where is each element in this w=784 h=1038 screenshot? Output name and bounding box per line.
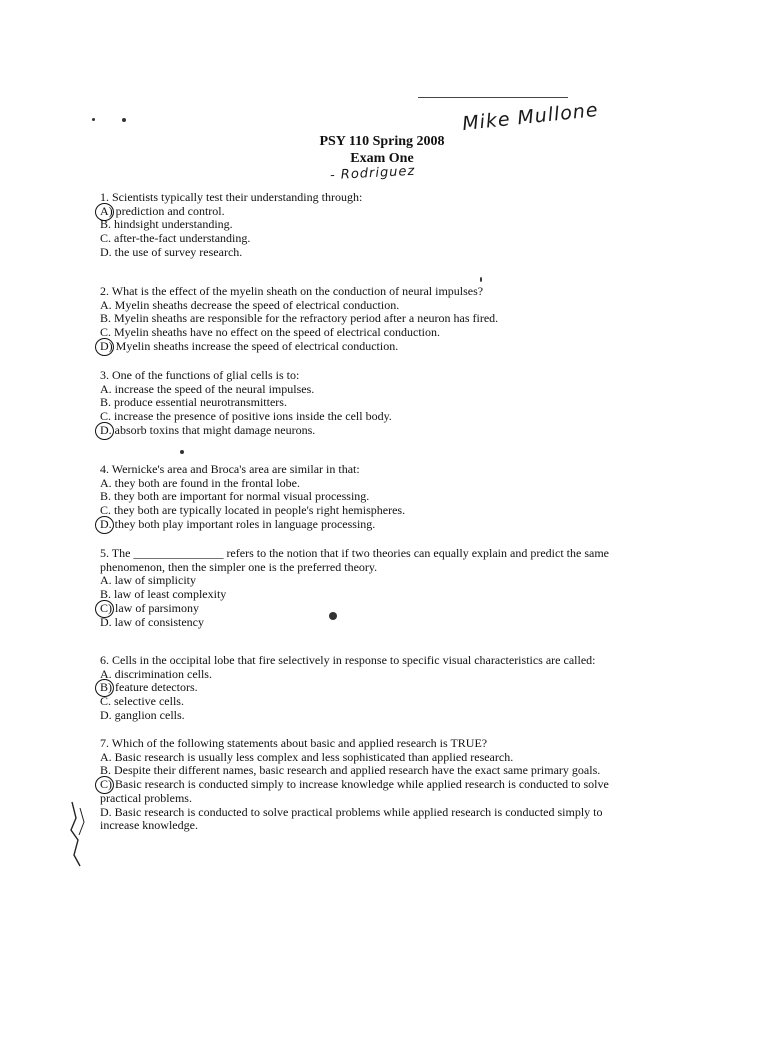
option-d: D) Myelin sheaths increase the speed of electrical conduction. — [100, 340, 620, 354]
option-a: A. Basic research is usually less complex and less sophisticated than applied research. — [100, 749, 514, 764]
scan-speck — [180, 450, 184, 454]
question-stem: 2. What is the effect of the myelin sheath on the conduction of neural impulses? — [100, 284, 484, 298]
question-stem: 1. Scientists typically test their understanding through: — [100, 190, 363, 204]
scan-speck — [329, 612, 337, 620]
option-c: C. after-the-fact understanding. — [100, 231, 251, 246]
question-4 — [100, 463, 620, 532]
question-3 — [100, 369, 620, 438]
exam-title: Exam One — [350, 151, 414, 166]
option-d: D. Basic research is conducted to solve practical problems while applied research is conducted simply to increase knowledge. — [100, 804, 603, 833]
option-a: A. Myelin sheaths decrease the speed of electrical conduction. — [100, 297, 400, 312]
question-stem: 6. Cells in the occipital lobe that fire selectively in response to specific visual characteristics are called: — [100, 653, 596, 667]
question-stem: 7. Which of the following statements about basic and applied research is TRUE? — [100, 736, 488, 750]
option-b: B. produce essential neurotransmitters. — [100, 395, 287, 410]
answer-circle — [95, 338, 114, 356]
instructor-name: - Rodriguez — [329, 163, 416, 184]
option-b: B) feature detectors. — [100, 681, 620, 695]
option-b: B. they both are important for normal visual processing. — [100, 489, 370, 504]
question-5 — [100, 547, 620, 629]
option-c: C. selective cells. — [100, 694, 184, 709]
option-d: D. law of consistency — [100, 614, 204, 629]
scan-speck — [480, 277, 482, 282]
answer-circle — [95, 516, 114, 534]
answer-circle — [95, 776, 114, 794]
option-a: A. discrimination cells. — [100, 666, 212, 681]
option-d: D. the use of survey research. — [100, 244, 243, 259]
question-7 — [100, 737, 610, 833]
student-name: Mike Mullone — [461, 98, 600, 136]
course-title: PSY 110 Spring 2008 — [319, 134, 445, 149]
option-c: C. Myelin sheaths have no effect on the speed of electrical conduction. — [100, 325, 440, 340]
scan-speck — [92, 118, 95, 121]
question-stem: 5. The _______________ refers to the notion that if two theories can equally explain and predict the same phenomenon, then the simpler one is the preferred theory. — [100, 546, 609, 574]
option-d: D. they both play important roles in language processing. — [100, 518, 620, 532]
option-a: A. increase the speed of the neural impulses. — [100, 381, 315, 396]
option-b: B. hindsight understanding. — [100, 217, 233, 232]
scan-speck — [122, 118, 126, 122]
option-b: B. law of least complexity — [100, 587, 227, 602]
question-stem: 3. One of the functions of glial cells is to: — [100, 368, 300, 382]
option-c: C) Basic research is conducted simply to increase knowledge while applied research is conducted to solve practical problems. — [100, 778, 610, 805]
option-a: A. law of simplicity — [100, 573, 196, 588]
name-line — [418, 97, 568, 98]
option-b: B. Despite their different names, basic research and applied research have the exact same primary goals. — [100, 763, 601, 778]
option-d: D. absorb toxins that might damage neurons. — [100, 424, 620, 438]
option-d: D. ganglion cells. — [100, 707, 185, 722]
answer-circle — [95, 422, 114, 440]
option-c: C) law of parsimony — [100, 602, 620, 616]
option-a: A. they both are found in the frontal lobe. — [100, 475, 300, 490]
question-6 — [100, 654, 620, 723]
question-1 — [100, 191, 620, 260]
option-c: C. they both are typically located in people's right hemispheres. — [100, 503, 406, 518]
question-stem: 4. Wernicke's area and Broca's area are similar in that: — [100, 462, 360, 476]
margin-scribble — [68, 800, 90, 870]
option-c: C. increase the presence of positive ions inside the cell body. — [100, 409, 392, 424]
option-a: A) prediction and control. — [100, 205, 620, 219]
option-b: B. Myelin sheaths are responsible for the refractory period after a neuron has fired. — [100, 311, 499, 326]
question-2 — [100, 285, 620, 354]
